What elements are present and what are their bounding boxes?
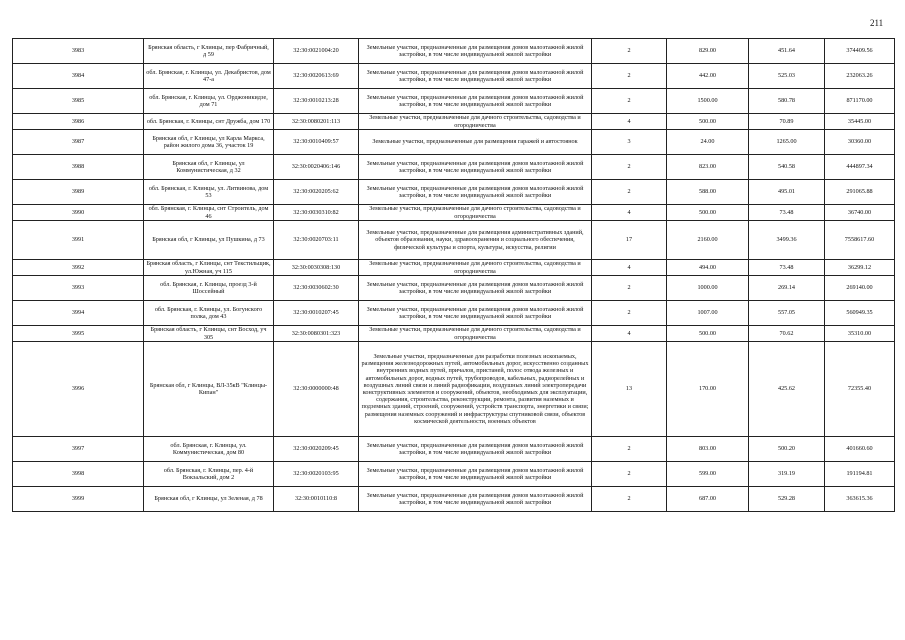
address-cell: Брянская область, г Клинцы, снт Восход, уч 305: [144, 326, 274, 342]
land-use-cell: Земельные участки, предназначенные для размещения домов малоэтажной жилой застройки, в том числе индивидуальной жилой застройки: [359, 155, 592, 180]
specific-value-cell: 529.28: [749, 487, 825, 512]
cadastral-number-cell: 32:30:0020703:11: [274, 221, 359, 260]
row-number: 3985: [13, 89, 144, 114]
specific-value-cell: 557.05: [749, 301, 825, 326]
table-row: [13, 437, 895, 462]
specific-value-cell: 319.19: [749, 462, 825, 487]
cadastral-number-cell: 32:30:0030310:82: [274, 205, 359, 221]
row-number: 3986: [13, 114, 144, 130]
cadastral-number-cell: 32:30:0010213:28: [274, 89, 359, 114]
address-cell: обл. Брянская, г. Клинцы, снт Строитель, дом 46: [144, 205, 274, 221]
row-number: 3995: [13, 326, 144, 342]
group-cell: 2: [592, 462, 667, 487]
group-cell: 4: [592, 326, 667, 342]
cadastral-value-cell: 560949.35: [825, 301, 895, 326]
area-cell: 500.00: [667, 205, 749, 221]
specific-value-cell: 525.03: [749, 64, 825, 89]
area-cell: 2160.00: [667, 221, 749, 260]
table-row: [13, 487, 895, 512]
table-row: [13, 260, 895, 276]
table-row: [13, 301, 895, 326]
address-cell: Брянская область, г Клинцы, снт Текстильщик, ул.Южная, уч 115: [144, 260, 274, 276]
group-cell: 2: [592, 276, 667, 301]
row-number: 3987: [13, 130, 144, 155]
cadastral-number-cell: 32:30:0080201:113: [274, 114, 359, 130]
table-row: [13, 155, 895, 180]
group-cell: 2: [592, 89, 667, 114]
group-cell: 2: [592, 487, 667, 512]
cadastral-value-cell: 269140.00: [825, 276, 895, 301]
land-use-cell: Земельные участки, предназначенные для размещения гаражей и автостоянок: [359, 130, 592, 155]
row-number: 3988: [13, 155, 144, 180]
group-cell: 2: [592, 180, 667, 205]
row-number: 3991: [13, 221, 144, 260]
cadastral-number-cell: 32:30:0020209:45: [274, 437, 359, 462]
address-cell: обл. Брянская, г. Клинцы, ул. Декабристов, дом 47-а: [144, 64, 274, 89]
land-use-cell: Земельные участки, предназначенные для размещения домов малоэтажной жилой застройки, в том числе индивидуальной жилой застройки: [359, 276, 592, 301]
cadastral-value-cell: 444897.34: [825, 155, 895, 180]
land-use-cell: Земельные участки, предназначенные для размещения административных зданий, объектов образования, науки, здравоохранения и социального обеспечения, физической культуры и спорта, культуры, искусства, религии: [359, 221, 592, 260]
cadastral-number-cell: 32:30:0010207:45: [274, 301, 359, 326]
cadastral-number-cell: 32:30:0030308:130: [274, 260, 359, 276]
area-cell: 599.00: [667, 462, 749, 487]
group-cell: 2: [592, 301, 667, 326]
specific-value-cell: 70.62: [749, 326, 825, 342]
table-row: [13, 180, 895, 205]
cadastral-value-cell: 30360.00: [825, 130, 895, 155]
cadastral-number-cell: 32:30:0000000:48: [274, 342, 359, 437]
address-cell: обл. Брянская, г. Клинцы, ул. Орджоникидзе, дом 71: [144, 89, 274, 114]
specific-value-cell: 269.14: [749, 276, 825, 301]
specific-value-cell: 540.58: [749, 155, 825, 180]
land-use-cell: Земельные участки, предназначенные для разработки полезных ископаемых, размещения железнодорожных путей, автомобильных дорог, искусственно созданных внутренних водных путей, причалов, пристаней, полос отвода железных и автомобильных дорог, водных путей, трубопроводов, кабельных, радиорелейных и воздушных линий связи и линий радиофикации, воздушных линий электропередачи конструктивных элементов и сооружений, объектов, необходимых для эксплуатации, содержания, строительства, реконструкции, ремонта, развития наземных и подземных зданий, строений, сооружений, устройств транспорта, энергетики и связи; размещения наземных сооружений и инфраструктуры спутниковой связи, объектов космической деятельности, военных объектов: [359, 342, 592, 437]
cadastral-value-cell: 232063.26: [825, 64, 895, 89]
cadastral-value-cell: 36299.12: [825, 260, 895, 276]
specific-value-cell: 580.78: [749, 89, 825, 114]
land-use-cell: Земельные участки, предназначенные для размещения домов малоэтажной жилой застройки, в том числе индивидуальной жилой застройки: [359, 180, 592, 205]
table-row: [13, 205, 895, 221]
cadastral-number-cell: 32:30:0030602:30: [274, 276, 359, 301]
cadastral-value-cell: 291065.88: [825, 180, 895, 205]
cadastral-value-cell: 35445.00: [825, 114, 895, 130]
specific-value-cell: 73.48: [749, 260, 825, 276]
cadastral-value-cell: 191194.81: [825, 462, 895, 487]
specific-value-cell: 1265.00: [749, 130, 825, 155]
cadastral-value-table: [12, 38, 895, 512]
land-use-cell: Земельные участки, предназначенные для размещения домов малоэтажной жилой застройки, в том числе индивидуальной жилой застройки: [359, 437, 592, 462]
land-use-cell: Земельные участки, предназначенные для размещения домов малоэтажной жилой застройки, в том числе индивидуальной жилой застройки: [359, 301, 592, 326]
group-cell: 2: [592, 64, 667, 89]
cadastral-value-cell: 35310.00: [825, 326, 895, 342]
land-use-cell: Земельные участки, предназначенные для размещения домов малоэтажной жилой застройки, в том числе индивидуальной жилой застройки: [359, 64, 592, 89]
group-cell: 4: [592, 114, 667, 130]
area-cell: 24.00: [667, 130, 749, 155]
area-cell: 442.00: [667, 64, 749, 89]
table-row: [13, 64, 895, 89]
row-number: 3983: [13, 39, 144, 64]
cadastral-number-cell: 32:30:0020406:146: [274, 155, 359, 180]
row-number: 3996: [13, 342, 144, 437]
row-number: 3990: [13, 205, 144, 221]
area-cell: 829.00: [667, 39, 749, 64]
area-cell: 823.00: [667, 155, 749, 180]
cadastral-value-cell: 72355.40: [825, 342, 895, 437]
land-use-cell: Земельные участки, предназначенные для размещения домов малоэтажной жилой застройки, в том числе индивидуальной жилой застройки: [359, 89, 592, 114]
cadastral-value-cell: 36740.00: [825, 205, 895, 221]
cadastral-number-cell: 32:30:0020205:62: [274, 180, 359, 205]
table-row: [13, 221, 895, 260]
address-cell: обл. Брянская, г. Клинцы, снт Дружба, дом 170: [144, 114, 274, 130]
land-use-cell: Земельные участки, предназначенные для размещения домов малоэтажной жилой застройки, в том числе индивидуальной жилой застройки: [359, 39, 592, 64]
row-number: 3997: [13, 437, 144, 462]
land-use-cell: Земельные участки, предназначенные для дачного строительства, садоводства и огородничества: [359, 326, 592, 342]
table-row: [13, 114, 895, 130]
address-cell: Брянская обл, г Клинцы, ул Карла Маркса, район жилого дома 36, участок 19: [144, 130, 274, 155]
cadastral-value-cell: 871170.00: [825, 89, 895, 114]
area-cell: 687.00: [667, 487, 749, 512]
cadastral-number-cell: 32:30:0021004:20: [274, 39, 359, 64]
row-number: 3999: [13, 487, 144, 512]
row-number: 3998: [13, 462, 144, 487]
address-cell: обл. Брянская, г. Клинцы, проезд 3-й Шоссейный: [144, 276, 274, 301]
address-cell: Брянская обл, г Клинцы, ул Зеленая, д 78: [144, 487, 274, 512]
table-row: [13, 342, 895, 437]
row-number: 3994: [13, 301, 144, 326]
area-cell: 500.00: [667, 326, 749, 342]
cadastral-value-cell: 363615.36: [825, 487, 895, 512]
area-cell: 1007.00: [667, 301, 749, 326]
row-number: 3992: [13, 260, 144, 276]
area-cell: 588.00: [667, 180, 749, 205]
address-cell: Брянская обл, г Клинцы, ВЛ-35кВ "Клинцы-Кипан": [144, 342, 274, 437]
land-use-cell: Земельные участки, предназначенные для дачного строительства, садоводства и огородничества: [359, 205, 592, 221]
cadastral-value-cell: 374409.56: [825, 39, 895, 64]
cadastral-number-cell: 32:30:0020103:95: [274, 462, 359, 487]
specific-value-cell: 500.20: [749, 437, 825, 462]
row-number: 3989: [13, 180, 144, 205]
table-row: [13, 276, 895, 301]
specific-value-cell: 425.62: [749, 342, 825, 437]
address-cell: Брянская обл, г Клинцы, ул Пушкина, д 73: [144, 221, 274, 260]
table-row: [13, 462, 895, 487]
group-cell: 3: [592, 130, 667, 155]
area-cell: 170.00: [667, 342, 749, 437]
address-cell: обл. Брянская, г. Клинцы, ул. Коммунистическая, дом 80: [144, 437, 274, 462]
cadastral-number-cell: 32:30:0010110:8: [274, 487, 359, 512]
cadastral-number-cell: 32:30:0010409:57: [274, 130, 359, 155]
cadastral-value-cell: 7558617.60: [825, 221, 895, 260]
cadastral-value-cell: 401660.60: [825, 437, 895, 462]
group-cell: 4: [592, 205, 667, 221]
specific-value-cell: 451.64: [749, 39, 825, 64]
area-cell: 500.00: [667, 114, 749, 130]
area-cell: 1000.00: [667, 276, 749, 301]
table-row: [13, 39, 895, 64]
area-cell: 494.00: [667, 260, 749, 276]
specific-value-cell: 73.48: [749, 205, 825, 221]
cadastral-number-cell: 32:30:0020613:69: [274, 64, 359, 89]
land-use-cell: Земельные участки, предназначенные для дачного строительства, садоводства и огородничества: [359, 260, 592, 276]
land-use-cell: Земельные участки, предназначенные для размещения домов малоэтажной жилой застройки, в том числе индивидуальной жилой застройки: [359, 462, 592, 487]
row-number: 3993: [13, 276, 144, 301]
specific-value-cell: 3499.36: [749, 221, 825, 260]
specific-value-cell: 495.01: [749, 180, 825, 205]
group-cell: 2: [592, 437, 667, 462]
row-number: 3984: [13, 64, 144, 89]
address-cell: обл. Брянская, г. Клинцы, пер. 4-й Вокзальский, дом 2: [144, 462, 274, 487]
group-cell: 17: [592, 221, 667, 260]
group-cell: 13: [592, 342, 667, 437]
address-cell: Брянская область, г Клинцы, пер Фабричный, д 59: [144, 39, 274, 64]
specific-value-cell: 70.89: [749, 114, 825, 130]
group-cell: 2: [592, 39, 667, 64]
table-row: [13, 130, 895, 155]
group-cell: 2: [592, 155, 667, 180]
group-cell: 4: [592, 260, 667, 276]
land-use-cell: Земельные участки, предназначенные для дачного строительства, садоводства и огородничества: [359, 114, 592, 130]
table-row: [13, 326, 895, 342]
land-use-cell: Земельные участки, предназначенные для размещения домов малоэтажной жилой застройки, в том числе индивидуальной жилой застройки: [359, 487, 592, 512]
page-number: 211: [870, 18, 884, 28]
address-cell: Брянская обл, г Клинцы, ул Коммунистическая, д 32: [144, 155, 274, 180]
area-cell: 1500.00: [667, 89, 749, 114]
address-cell: обл. Брянская, г. Клинцы, ул. Богунского полка, дом 43: [144, 301, 274, 326]
area-cell: 803.00: [667, 437, 749, 462]
address-cell: обл. Брянская, г. Клинцы, ул. Литвинова, дом 53: [144, 180, 274, 205]
cadastral-number-cell: 32:30:0080301:323: [274, 326, 359, 342]
table-row: [13, 89, 895, 114]
